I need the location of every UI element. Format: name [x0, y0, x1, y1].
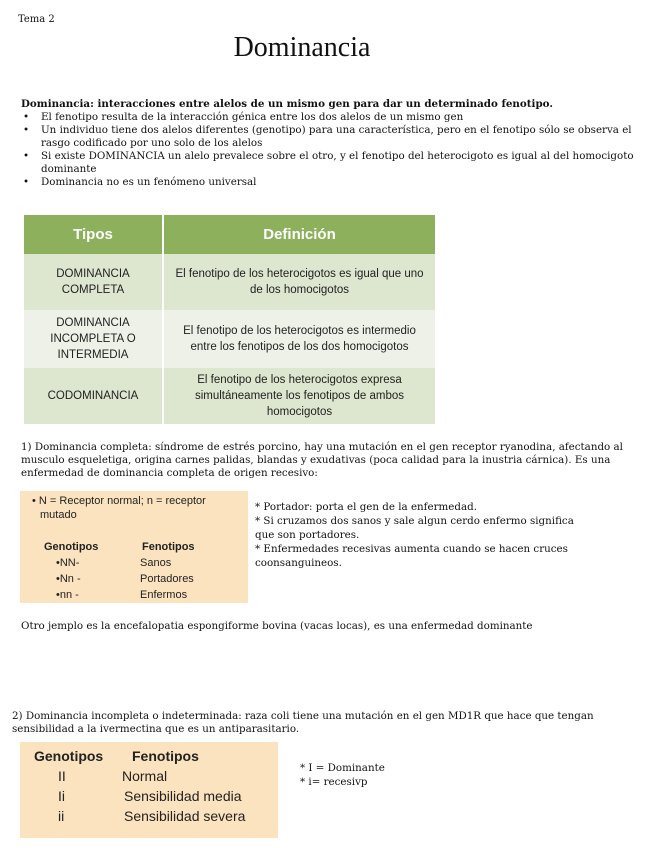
- genotype-value: •nn -: [56, 589, 79, 601]
- genotype-value: ii: [58, 808, 65, 824]
- phenotype-value: Portadores: [140, 573, 194, 585]
- topic-label: Tema 2: [18, 14, 55, 25]
- dominance-types-table: [24, 215, 435, 424]
- section2-paragraph: 2) Dominancia incompleta o indeterminada: raza coli tiene una mutación en el gen MD1R que hace que tengan sensibilidad a la ivermectina que es un antiparasitario.: [12, 710, 594, 735]
- table-cell-definicion: El fenotipo de los heterocigotos es igual que uno de los homocigotos: [163, 254, 435, 310]
- note-line: * i= recesivp: [300, 776, 368, 788]
- note-line: * Portador: porta el gen de la enfermedad.: [255, 501, 477, 513]
- list-item: • El fenotipo resulta de la interacción génica entre los dos alelos de un mismo gen: [21, 111, 646, 124]
- table-cell-definicion: El fenotipo de los heterocigotos es intermedio entre los fenotipos de los dos homocigotos: [163, 310, 435, 368]
- note-line: * Enfermedades recesivas aumenta cuando se hacen cruces coonsanguineos.: [255, 543, 568, 569]
- column-header-tipos: Tipos: [24, 215, 163, 254]
- intro-bullet-list: [21, 111, 646, 189]
- intro-section: [21, 98, 646, 189]
- genotype-value: •NN-: [56, 557, 80, 569]
- phenotype-value: Sanos: [140, 557, 172, 569]
- genotype-value: •Nn -: [56, 573, 81, 585]
- genotype-value: II: [58, 768, 66, 784]
- section1-paragraph: 1) Dominancia completa: síndrome de estrés porcino, hay una mutación en el gen receptor ryanodina, afectando al musculo esqueletiga, origina carnes palidas, blandas y exudativas (poca calidad para la inustria cárnica). Es una enfermedad de dominancia completa de origen recesivo:: [21, 441, 623, 479]
- section1-notes: [255, 500, 595, 570]
- column-header-definicion: Definición: [163, 215, 435, 254]
- phenotype-value: Normal: [122, 768, 168, 784]
- phenotype-value: Sensibilidad media: [124, 788, 242, 804]
- allele-definition-line: mutado: [40, 509, 77, 521]
- other-example-line: Otro jemplo es la encefalopatia espongiforme bovina (vacas locas), es una enfermedad dominante: [21, 620, 533, 632]
- table-row: [24, 368, 435, 424]
- table-cell-tipo: DOMINANCIA COMPLETA: [24, 254, 163, 310]
- note-line: * I = Dominante: [300, 762, 385, 774]
- phenotype-value: Enfermos: [140, 589, 188, 601]
- table-row: [24, 254, 435, 310]
- section1-genotype-box: [20, 491, 248, 603]
- table-cell-tipo: DOMINANCIA INCOMPLETA O INTERMEDIA: [24, 310, 163, 368]
- list-item: • Si existe DOMINANCIA un alelo prevalece sobre el otro, y el fenotipo del heterocigoto es igual al del homocigoto dominante: [21, 150, 646, 176]
- genotipos-header: Genotipos: [44, 541, 99, 553]
- genotype-value: Ii: [58, 788, 65, 804]
- list-item: • Un individuo tiene dos alelos diferentes (genotipo) para una característica, pero en el fenotipo sólo se observa el rasgo codificado por uno solo de los alelos: [21, 124, 646, 150]
- note-line: * Si cruzamos dos sanos y sale algun cerdo enfermo significa que son portadores.: [255, 515, 574, 541]
- section2-genotype-box: [20, 742, 278, 838]
- phenotype-value: Sensibilidad severa: [124, 808, 246, 824]
- fenotipos-header: Fenotipos: [132, 748, 199, 764]
- page-title: Dominancia: [233, 32, 371, 63]
- table-cell-tipo: CODOMINANCIA: [24, 368, 163, 424]
- intro-heading: Dominancia: interacciones entre alelos de un mismo gen para dar un determinado fenotipo.: [21, 98, 553, 110]
- section2-notes: [300, 761, 500, 789]
- list-item: • Dominancia no es un fenómeno universal: [21, 176, 646, 189]
- allele-definition-line: • N = Receptor normal; n = receptor: [32, 495, 206, 507]
- genotipos-header: Genotipos: [34, 748, 104, 764]
- fenotipos-header: Fenotipos: [142, 541, 195, 553]
- table-header-row: [24, 215, 435, 254]
- table-cell-definicion: El fenotipo de los heterocigotos expresa simultáneamente los fenotipos de ambos homocigotos: [163, 368, 435, 424]
- table-row: [24, 310, 435, 368]
